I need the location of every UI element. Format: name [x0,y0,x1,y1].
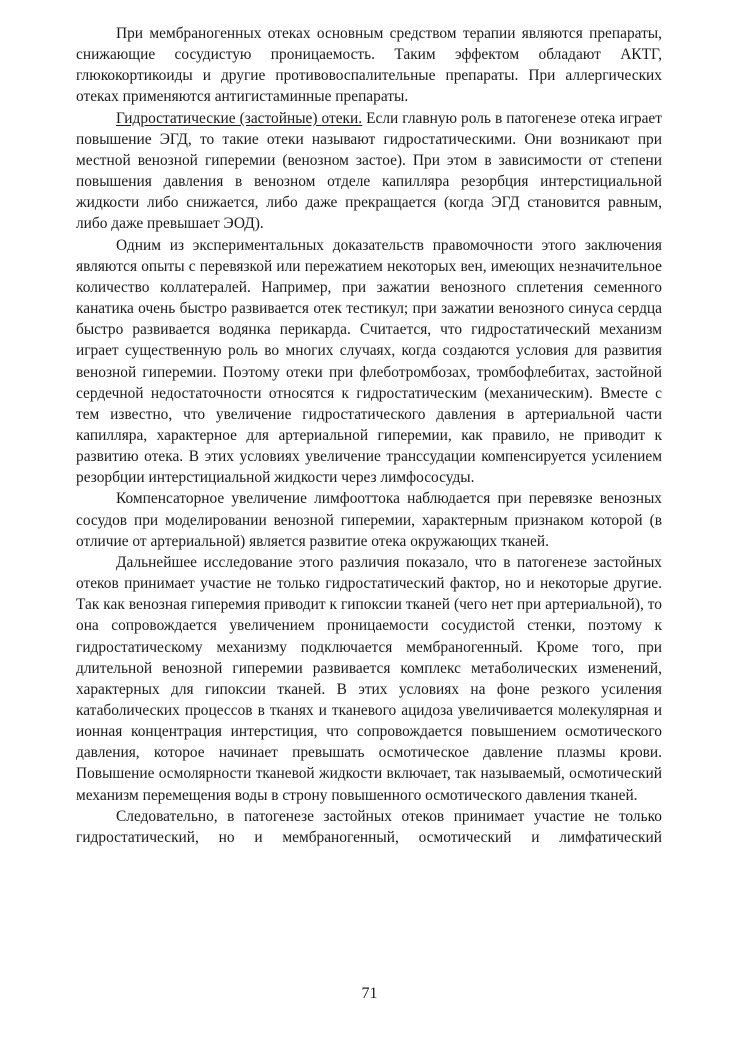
paragraph-4 [76,488,662,551]
paragraph-6-text: Следовательно, в патогенезе застойных отеков принимает участие не только гидростатический, но и мембраногенный, осмотический и лимфатический [76,807,662,846]
paragraph-3-text: Одним из экспериментальных доказательств правомочности этого заключения являются опыты с перевязкой или пережатием некоторых вен, имеющих незначительное количество коллатералей. Например, при зажатии венозного сплетения семенного канатика очень быстро развивается отек тестикул; при зажатии венозного синуса сердца быстро развивается водянка перикарда. Считается, что гидростатический механизм играет существенную роль во многих случаях, когда создаются условия для развития венозной гиперемии. Поэтому отеки при флеботромбозах, тромбофлебитах, застойной сердечной недостаточности относятся к гидростатическим (механическим). Вместе с тем известно, что увеличение гидростатического давления в артериальной части капилляра, характерное для артериальной гиперемии, как правило, не приводит к развитию отека. В этих условиях увеличение транссудации компенсируется усилением резорбции интерстициальной жидкости через лимфососуды. [76,236,662,487]
paragraph-2-text: Если главную роль в патогенезе отека играет повышение ЭГД, то такие отеки называют гидростатическими. Они возникают при местной венозной гиперемии (венозном застое). При этом в зависимости от степени повышения давления в венозном отделе капилляра резорбция интерстициальной жидкости либо снижается, либо даже прекращается (когда ЭГД становится равным, либо даже превышает ЭОД). [76,109,662,233]
paragraph-1 [76,23,662,108]
page-body [76,23,662,848]
paragraph-5-text: Дальнейшее исследование этого различия показало, что в патогенезе застойных отеков принимает участие не только гидростатический фактор, но и некоторые другие. Так как венозная гиперемия приводит к гипоксии тканей (чего нет при артериальной), то она сопровождается увеличением проницаемости сосудистой стенки, поэтому к гидростатическому механизму подключается мембраногенный. Кроме того, при длительной венозной гиперемии развивается комплекс метаболических изменений, характерных для гипоксии тканей. В этих условиях на фоне резкого усиления катаболических процессов в тканях и тканевого ацидоза увеличивается молекулярная и ионная концентрация интерстиция, что сопровождается повышением осмотического давления, которое начинает превышать осмотическое давление плазмы крови. Повышение осмолярности тканевой жидкости включает, так называемый, осмотический механизм перемещения воды в строну повышенного осмотического давления тканей. [76,553,662,804]
page-number: 71 [361,985,378,1002]
paragraph-6 [76,806,662,848]
paragraph-4-text: Компенсаторное увеличение лимфооттока наблюдается при перевязке венозных сосудов при моделировании венозной гиперемии, характерным признаком которой (в отличие от артериальной) является развитие отека окружающих тканей. [76,490,662,550]
section-heading-hydrostatic-edema: Гидростатические (застойные) отеки. [116,109,363,127]
paragraph-5 [76,552,662,806]
paragraph-1-text: При мембраногенных отеках основным средством терапии являются препараты, снижающие сосудистую проницаемость. Таким эффектом обладают АКТГ, глюкокортикоиды и другие противовоспалительные препараты. При аллергических отеках применяются антигистаминные препараты. [76,25,662,106]
paragraph-3 [76,235,662,489]
paragraph-2 [76,108,662,235]
